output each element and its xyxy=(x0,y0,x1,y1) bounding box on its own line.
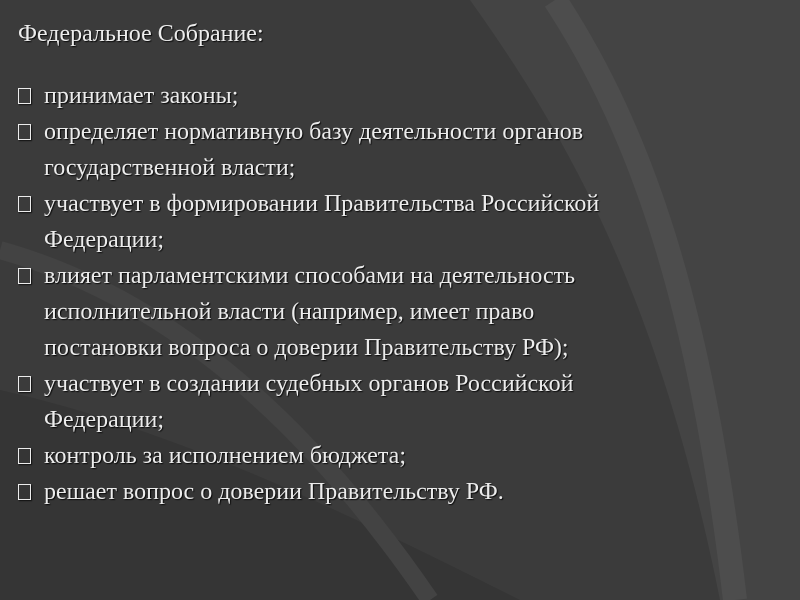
square-bullet-icon xyxy=(18,88,31,104)
list-item xyxy=(14,474,784,510)
square-bullet-icon xyxy=(18,448,31,464)
list-item-text: контроль за исполнением бюджета; xyxy=(44,443,406,469)
list-item xyxy=(14,258,784,366)
square-bullet-icon xyxy=(18,196,31,212)
square-bullet-icon xyxy=(18,376,31,392)
list-item-text: влияет парламентскими способами на деятельность исполнительной власти (например, имеет право постановки вопроса о доверии Правительству РФ); xyxy=(44,263,576,361)
list-item xyxy=(14,186,784,258)
list-item xyxy=(14,438,784,474)
list-item xyxy=(14,78,784,114)
square-bullet-icon xyxy=(18,484,31,500)
function-list xyxy=(14,78,784,510)
square-bullet-icon xyxy=(18,268,31,284)
slide-heading: Федеральное Собрание: xyxy=(18,21,264,47)
square-bullet-icon xyxy=(18,124,31,140)
list-item-text: участвует в создании судебных органов Российской Федерации; xyxy=(44,371,574,433)
list-item-text: решает вопрос о доверии Правительству РФ. xyxy=(44,479,504,505)
list-item-text: определяет нормативную базу деятельности органов государственной власти; xyxy=(44,119,584,181)
list-item xyxy=(14,114,784,186)
list-item-text: принимает законы; xyxy=(44,83,239,109)
list-item-text: участвует в формировании Правительства Российской Федерации; xyxy=(44,191,600,253)
list-item xyxy=(14,366,784,438)
